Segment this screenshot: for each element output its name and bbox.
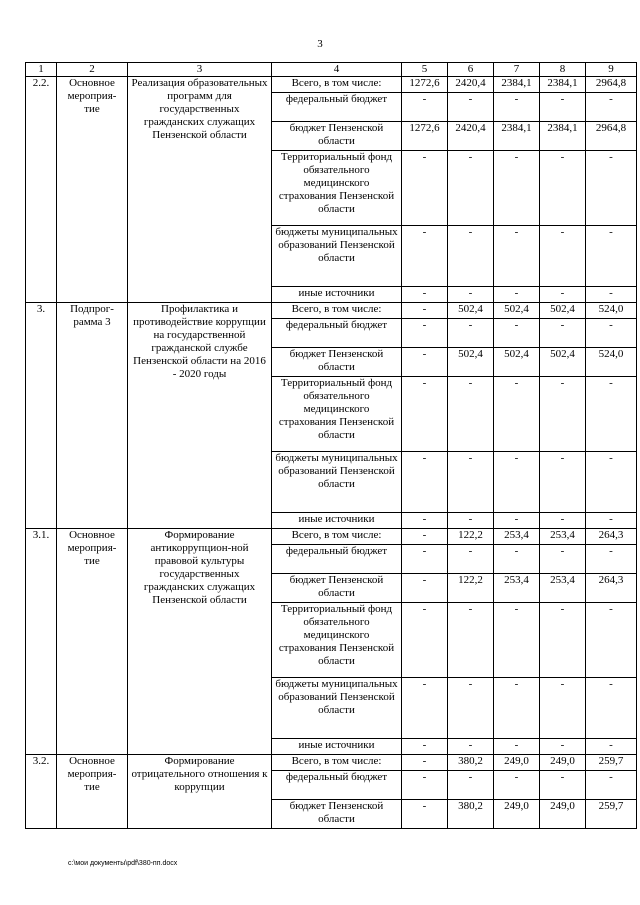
value-cell: - [586,226,637,287]
value-cell: - [402,348,448,377]
value-cell: - [494,452,540,513]
item-type: Подпрог-рамма 3 [57,303,128,529]
funding-source: бюджеты муниципальных образований Пензенской области [272,226,402,287]
value-cell: - [402,755,448,771]
value-cell: - [540,151,586,226]
funding-source: бюджеты муниципальных образований Пензенской области [272,678,402,739]
value-cell: - [540,545,586,574]
item-title: Профилактика и противодействие коррупции на государственной гражданской службе Пензенской области на 2016 - 2020 годы [128,303,272,529]
value-cell: 2420,4 [448,77,494,93]
value-cell: 2384,1 [494,122,540,151]
value-cell: 264,3 [586,529,637,545]
value-cell: 1272,6 [402,77,448,93]
value-cell: - [586,545,637,574]
item-code: 3. [26,303,57,529]
value-cell: - [540,287,586,303]
funding-source: иные источники [272,287,402,303]
value-cell: - [540,319,586,348]
value-cell: 524,0 [586,348,637,377]
funding-source: бюджет Пензенской области [272,348,402,377]
funding-source: Территориальный фонд обязательного медицинского страхования Пензенской области [272,151,402,226]
funding-source: иные источники [272,739,402,755]
value-cell: - [586,93,637,122]
value-cell: 502,4 [540,348,586,377]
value-cell: - [402,771,448,800]
value-cell: - [494,603,540,678]
value-cell: - [448,287,494,303]
table-row [26,77,637,93]
value-cell: - [494,226,540,287]
value-cell: - [494,545,540,574]
value-cell: 259,7 [586,800,637,829]
value-cell: - [402,800,448,829]
item-title: Формирование отрицательного отношения к коррупции [128,755,272,829]
funding-source: Территориальный фонд обязательного медицинского страхования Пензенской области [272,377,402,452]
item-title: Реализация образовательных программ для государственных гражданских служащих Пензенской области [128,77,272,303]
funding-source: федеральный бюджет [272,545,402,574]
value-cell: - [494,678,540,739]
value-cell: - [448,739,494,755]
value-cell: 2384,1 [494,77,540,93]
value-cell: 2964,8 [586,122,637,151]
funding-source: Всего, в том числе: [272,529,402,545]
funding-source: Территориальный фонд обязательного медицинского страхования Пензенской области [272,603,402,678]
value-cell: 380,2 [448,755,494,771]
column-header: 7 [494,63,540,77]
value-cell: 249,0 [494,800,540,829]
value-cell: - [540,513,586,529]
value-cell: - [586,603,637,678]
table-row [26,529,637,545]
value-cell: 502,4 [494,348,540,377]
value-cell: - [540,603,586,678]
value-cell: - [494,319,540,348]
value-cell: 524,0 [586,303,637,319]
header-row [26,63,637,77]
column-header: 9 [586,63,637,77]
funding-source: Всего, в том числе: [272,77,402,93]
value-cell: 122,2 [448,574,494,603]
table-row [26,755,637,771]
column-header: 8 [540,63,586,77]
value-cell: 253,4 [540,574,586,603]
item-type: Основное мероприя-тие [57,755,128,829]
table-row [26,303,637,319]
value-cell: - [494,151,540,226]
value-cell: - [402,513,448,529]
value-cell: - [586,678,637,739]
item-title: Формирование антикоррупцион-ной правовой культуры государственных гражданских служащих Пензенской области [128,529,272,755]
funding-source: бюджет Пензенской области [272,122,402,151]
value-cell: - [494,287,540,303]
value-cell: - [402,226,448,287]
value-cell: - [586,739,637,755]
value-cell: - [402,452,448,513]
value-cell: - [586,377,637,452]
value-cell: - [402,739,448,755]
item-type: Основное мероприя-тие [57,77,128,303]
value-cell: - [402,303,448,319]
value-cell: 2964,8 [586,77,637,93]
column-header: 3 [128,63,272,77]
value-cell: - [448,545,494,574]
value-cell: 2384,1 [540,122,586,151]
value-cell: - [494,771,540,800]
column-header: 5 [402,63,448,77]
value-cell: - [448,771,494,800]
value-cell: 2384,1 [540,77,586,93]
value-cell: 253,4 [494,574,540,603]
value-cell: 502,4 [448,303,494,319]
value-cell: 253,4 [494,529,540,545]
value-cell: - [494,513,540,529]
value-cell: 502,4 [448,348,494,377]
value-cell: - [586,151,637,226]
value-cell: - [494,93,540,122]
value-cell: 253,4 [540,529,586,545]
value-cell: - [402,319,448,348]
value-cell: - [540,377,586,452]
item-code: 2.2. [26,77,57,303]
value-cell: - [402,678,448,739]
value-cell: - [540,678,586,739]
page-number: 3 [317,38,323,50]
value-cell: - [402,93,448,122]
value-cell: - [540,93,586,122]
budget-table [25,62,637,829]
value-cell: 259,7 [586,755,637,771]
value-cell: - [402,529,448,545]
funding-source: федеральный бюджет [272,319,402,348]
column-header: 2 [57,63,128,77]
funding-source: бюджет Пензенской области [272,574,402,603]
value-cell: 1272,6 [402,122,448,151]
value-cell: - [586,513,637,529]
value-cell: - [586,319,637,348]
value-cell: - [448,678,494,739]
value-cell: 264,3 [586,574,637,603]
value-cell: 502,4 [540,303,586,319]
column-header: 6 [448,63,494,77]
funding-source: иные источники [272,513,402,529]
value-cell: 502,4 [494,303,540,319]
value-cell: - [540,452,586,513]
column-header: 1 [26,63,57,77]
value-cell: - [540,771,586,800]
value-cell: 2420,4 [448,122,494,151]
value-cell: - [586,771,637,800]
value-cell: - [402,603,448,678]
value-cell: - [494,739,540,755]
funding-source: федеральный бюджет [272,93,402,122]
value-cell: 380,2 [448,800,494,829]
column-header: 4 [272,63,402,77]
value-cell: - [494,377,540,452]
value-cell: - [586,452,637,513]
item-code: 3.1. [26,529,57,755]
value-cell: - [586,287,637,303]
value-cell: - [448,377,494,452]
item-type: Основное мероприя-тие [57,529,128,755]
funding-source: Всего, в том числе: [272,755,402,771]
value-cell: - [402,287,448,303]
value-cell: - [402,574,448,603]
value-cell: - [448,226,494,287]
value-cell: - [448,603,494,678]
value-cell: - [448,151,494,226]
value-cell: 249,0 [540,755,586,771]
value-cell: - [402,151,448,226]
value-cell: - [448,319,494,348]
funding-source: бюджеты муниципальных образований Пензенской области [272,452,402,513]
value-cell: 249,0 [540,800,586,829]
file-path-footer: c:\мои документы\pdf\380-пп.docx [68,860,178,867]
value-cell: - [540,226,586,287]
value-cell: - [448,513,494,529]
item-code: 3.2. [26,755,57,829]
value-cell: - [448,93,494,122]
funding-source: Всего, в том числе: [272,303,402,319]
funding-source: федеральный бюджет [272,771,402,800]
value-cell: 249,0 [494,755,540,771]
funding-source: бюджет Пензенской области [272,800,402,829]
value-cell: - [402,377,448,452]
value-cell: 122,2 [448,529,494,545]
value-cell: - [448,452,494,513]
value-cell: - [540,739,586,755]
value-cell: - [402,545,448,574]
